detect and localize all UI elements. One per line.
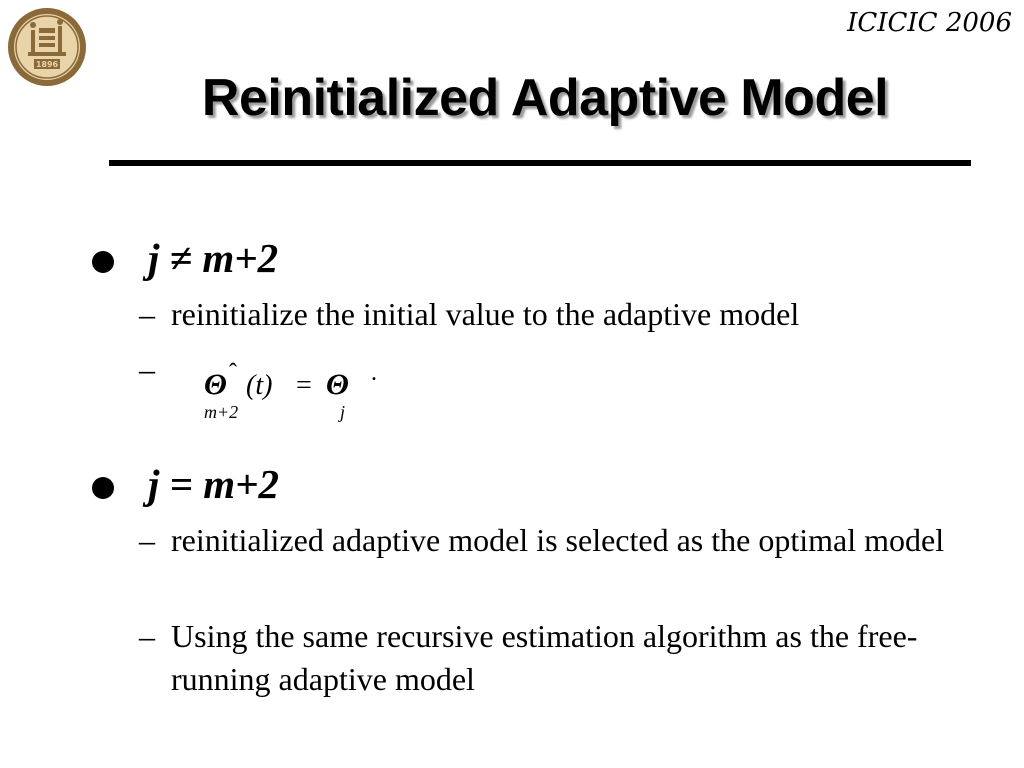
equation-argument: (t) bbox=[246, 370, 273, 401]
bullet-condition: j = m+2 bbox=[148, 461, 280, 507]
dash-marker: – bbox=[139, 522, 155, 558]
sub-item-2-2 bbox=[139, 615, 999, 701]
equation-rhs-subscript: j bbox=[340, 402, 346, 422]
equation-lhs-subscript: m+2 bbox=[204, 402, 239, 422]
sub-item-2-1 bbox=[139, 519, 999, 562]
slide-title: Reinitialized Adaptive Model bbox=[201, 69, 889, 127]
conference-label: ICICIC 2006 bbox=[847, 8, 1012, 38]
sub-item-text: reinitialize the initial value to the adaptive model bbox=[171, 296, 800, 332]
equation-terminator: . bbox=[371, 360, 377, 386]
dash-marker: – bbox=[139, 296, 155, 332]
bullet-dot-icon bbox=[92, 477, 114, 499]
equation-hat: ˆ bbox=[229, 360, 237, 386]
sub-item-text: Using the same recursive estimation algorithm as the free-running adaptive model bbox=[171, 618, 918, 697]
logo-year: 1896 bbox=[35, 60, 59, 69]
title-divider bbox=[109, 160, 971, 166]
reinit-equation bbox=[200, 350, 400, 426]
bullet-condition: j ≠ m+2 bbox=[148, 235, 279, 281]
dash-marker: – bbox=[139, 351, 155, 387]
dash-marker: – bbox=[139, 618, 155, 654]
sub-item-1-1 bbox=[139, 293, 999, 336]
equation-lhs-symbol: Θ bbox=[204, 368, 227, 401]
equation-equals: = bbox=[296, 370, 312, 401]
bullet-dot-icon bbox=[92, 251, 114, 273]
equation-rhs-symbol: Θ bbox=[326, 368, 349, 401]
sub-item-text: reinitialized adaptive model is selected as the optimal model bbox=[171, 522, 945, 558]
